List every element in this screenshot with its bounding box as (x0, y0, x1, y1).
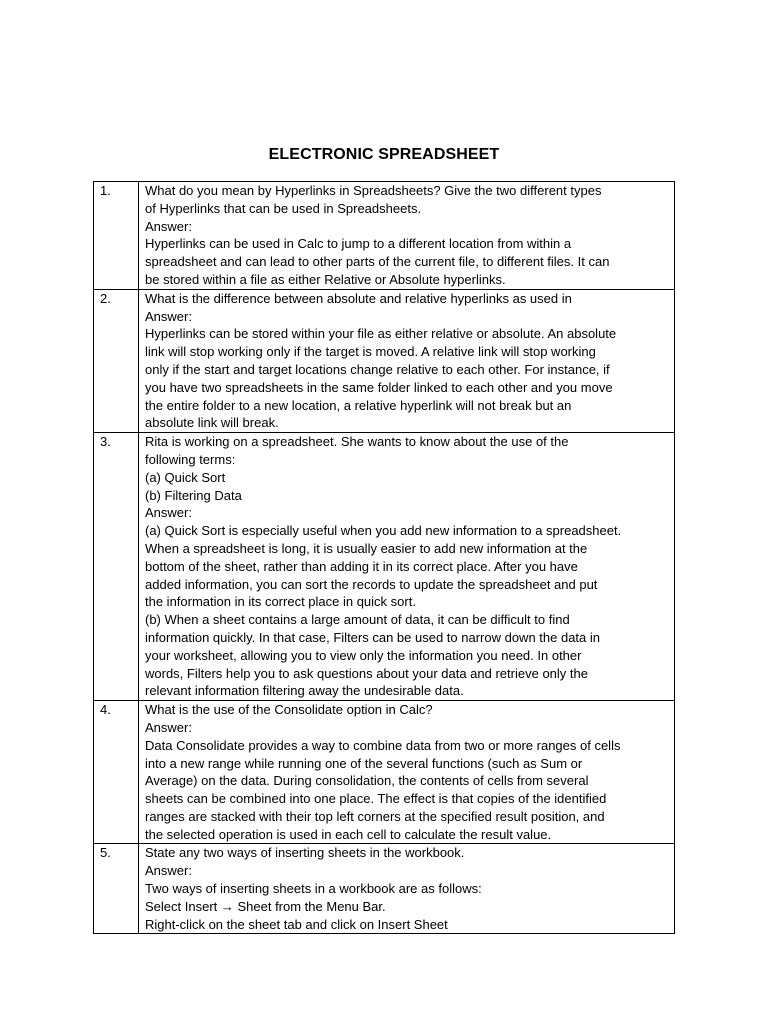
question-content (139, 844, 675, 934)
text-line: Data Consolidate provides a way to combine data from two or more ranges of cells (145, 737, 621, 753)
text-line: the selected operation is used in each cell to calculate the result value. (145, 826, 552, 842)
text-line: Select Insert → Sheet from the Menu Bar. (145, 898, 386, 914)
qa-table-body (94, 182, 675, 934)
text-line: Right-click on the sheet tab and click on Insert Sheet (145, 916, 448, 932)
text-line: What is the use of the Consolidate option in Calc? (145, 702, 433, 718)
text-line: (a) Quick Sort (145, 469, 226, 485)
table-row (94, 701, 675, 844)
text-line: be stored within a file as either Relative or Absolute hyperlinks. (145, 271, 506, 287)
text-line: the entire folder to a new location, a relative hyperlink will not break but an (145, 397, 572, 413)
table-row (94, 844, 675, 934)
text-line: State any two ways of inserting sheets in the workbook. (145, 845, 465, 861)
text-line: (b) When a sheet contains a large amount of data, it can be difficult to find (145, 612, 570, 628)
text-line: sheets can be combined into one place. The effect is that copies of the identified (145, 791, 607, 807)
text-line: What is the difference between absolute and relative hyperlinks as used in (145, 290, 572, 306)
text-line: Hyperlinks can be stored within your file as either relative or absolute. An absolute (145, 326, 617, 342)
text-line: Answer: (145, 218, 192, 234)
question-content (139, 433, 675, 701)
question-content (139, 289, 675, 432)
qa-table (93, 181, 675, 934)
text-line: Answer: (145, 505, 192, 521)
text-line: Answer: (145, 308, 192, 324)
question-number: 2. (94, 289, 139, 432)
question-number: 4. (94, 701, 139, 844)
text-line: information quickly. In that case, Filters can be used to narrow down the data in (145, 629, 600, 645)
table-row (94, 289, 675, 432)
text-line: absolute link will break. (145, 415, 279, 431)
question-number: 3. (94, 433, 139, 701)
text-line: (a) Quick Sort is especially useful when you add new information to a spreadsheet. (145, 523, 622, 539)
text-line: your worksheet, allowing you to view only the information you need. In other (145, 647, 582, 663)
text-line: What do you mean by Hyperlinks in Spreadsheets? Give the two different types (145, 183, 602, 198)
text-line: into a new range while running one of the several functions (such as Sum or (145, 755, 583, 771)
text-line: spreadsheet and can lead to other parts of the current file, to different files. It can (145, 254, 610, 270)
text-line: Hyperlinks can be used in Calc to jump to a different location from within a (145, 236, 572, 252)
table-row (94, 433, 675, 701)
table-row (94, 182, 675, 290)
question-number: 1. (94, 182, 139, 290)
page-title: ELECTRONIC SPREADSHEET (268, 146, 500, 163)
text-line: of Hyperlinks that can be used in Spreadsheets. (145, 200, 422, 216)
text-line: Two ways of inserting sheets in a workbook are as follows: (145, 881, 482, 897)
question-content (139, 701, 675, 844)
text-line: the information in its correct place in quick sort. (145, 594, 416, 610)
text-line: only if the start and target locations change relative to each other. For instance, if (145, 361, 610, 377)
text-line: (b) Filtering Data (145, 487, 242, 503)
text-line: you have two spreadsheets in the same folder linked to each other and you move (145, 379, 613, 395)
text-line: link will stop working only if the target is moved. A relative link will stop working (145, 344, 596, 360)
text-line: words, Filters help you to ask questions about your data and retrieve only the (145, 665, 588, 681)
text-line: bottom of the sheet, rather than adding it in its correct place. After you have (145, 558, 578, 574)
text-line: following terms: (145, 451, 236, 467)
text-line: Rita is working on a spreadsheet. She wants to know about the use of the (145, 434, 569, 450)
question-number: 5. (94, 844, 139, 934)
text-line: Average) on the data. During consolidation, the contents of cells from several (145, 773, 589, 789)
text-line: Answer: (145, 863, 192, 879)
text-line: Answer: (145, 719, 192, 735)
question-content (139, 182, 675, 290)
text-line: ranges are stacked with their top left corners at the specified result position, and (145, 808, 605, 824)
text-line: When a spreadsheet is long, it is usually easier to add new information at the (145, 540, 588, 556)
text-line: added information, you can sort the records to update the spreadsheet and put (145, 576, 598, 592)
text-line: relevant information filtering away the undesirable data. (145, 683, 464, 699)
